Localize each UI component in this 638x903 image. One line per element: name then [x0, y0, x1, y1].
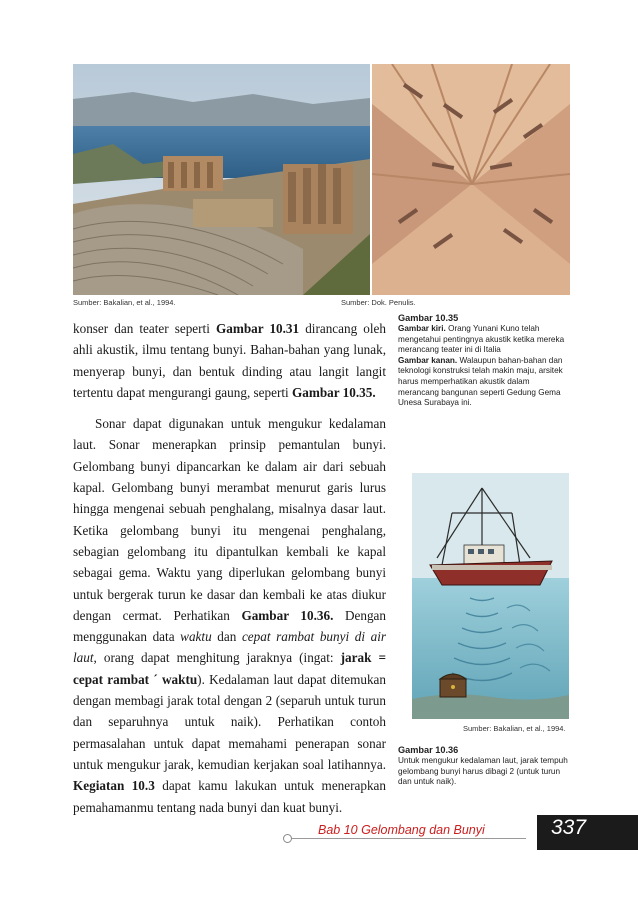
- figure-reference: Gambar 10.35.: [292, 384, 376, 400]
- paragraph-1: [73, 318, 386, 403]
- figure-10-36-caption: [398, 744, 573, 788]
- right-photo-source: Sumber: Dok. Penulis.: [341, 298, 416, 307]
- caption-title: Gambar 10.35: [398, 313, 459, 323]
- caption-left-label: Gambar kiri.: [398, 324, 446, 333]
- main-text: [73, 318, 386, 818]
- italic-term: cepat rambat bunyi di air laut: [73, 629, 386, 666]
- text-span: konser dan teater seperti: [73, 321, 216, 336]
- text-span: dapat kamu lakukan untuk menerapkan pemahamanmu tentang nada bunyi dan kuat bunyi.: [73, 778, 386, 815]
- footer-rule: [288, 838, 526, 839]
- footer-bullet-icon: [283, 834, 292, 843]
- activity-reference: Kegiatan 10.3: [73, 778, 155, 794]
- page-number: 337: [551, 816, 587, 839]
- text-span: dirancang oleh ahli akustik, ilmu tentang bunyi. Bahan-bahan yang lunak, menyerap bunyi, dan bentuk dinding atau langit langit tertentu dapat mengurangi gaung, seperti: [73, 321, 386, 400]
- text-span: Dengan menggunakan data: [73, 607, 386, 645]
- caption-right-text: Walaupun bahan-bahan dan teknologi konstruksi telah makin maju, arsitek harus memperhatikan akustik dalam merancang bangunan seperti Gedung Gema Unesa Surabaya ini.: [398, 355, 563, 408]
- paragraph-2: [73, 413, 386, 818]
- chapter-title: Bab 10 Gelombang dan Bunyi: [318, 823, 485, 837]
- text-span: Sonar dapat digunakan untuk mengukur kedalaman laut. Sonar menerapkan prinsip pemantulan bunyi. Gelombang bunyi dipancarkan ke dalam air dari sebuah kapal. Gelombang bunyi merambat menurut garis lurus hingga mengenai sebuah penghalang, misalnya dasar laut. Ketika gelombang bunyi itu mengenai penghalang, sebagian gelombang itu dipantulkan kembali ke kapal sebagai gema. Waktu yang diperlukan gelombang bunyi untuk bergerak turun ke dasar dan kembali ke atas diukur dengan cermat. Perhatikan: [73, 416, 386, 623]
- caption-left-text: Orang Yunani Kuno telah mengetahui pentingnya akustik ketika mereka merancang teater ini di Italia: [398, 324, 565, 355]
- greek-theater-photo: [73, 64, 370, 295]
- left-photo-source: Sumber: Bakalian, et al., 1994.: [73, 298, 176, 307]
- figure-reference: Gambar 10.36.: [241, 607, 334, 623]
- caption-text: Untuk mengukur kedalaman laut, jarak tempuh gelombang bunyi harus dibagi 2 (untuk turun dan untuk naik).: [398, 756, 568, 787]
- text-span: , orang dapat menghitung jaraknya (ingat:: [93, 650, 341, 666]
- sonar-ship-illustration: [412, 473, 569, 719]
- sonar-figure-source: Sumber: Bakalian, et al., 1994.: [463, 724, 566, 733]
- figure-reference: Gambar 10.31: [215, 321, 300, 336]
- caption-title: Gambar 10.36: [398, 745, 459, 755]
- formula: jarak = cepat rambat ´ waktu: [73, 650, 387, 687]
- text-span: dan: [211, 629, 242, 645]
- figure-10-35-caption: [398, 312, 570, 409]
- caption-right-label: Gambar kanan.: [398, 355, 458, 365]
- concert-hall-ceiling-photo: [372, 64, 570, 295]
- italic-term: waktu: [180, 629, 212, 645]
- text-span: ). Kedalaman laut dapat ditemukan dengan membagi jarak total dengan 2 (separuh untuk turun dan separuhnya untuk naik). Perhatikan contoh permasalahan untuk dapat memahami penerapan sonar untuk mengukur jarak, kemudian kerjakan soal latihannya.: [73, 671, 386, 772]
